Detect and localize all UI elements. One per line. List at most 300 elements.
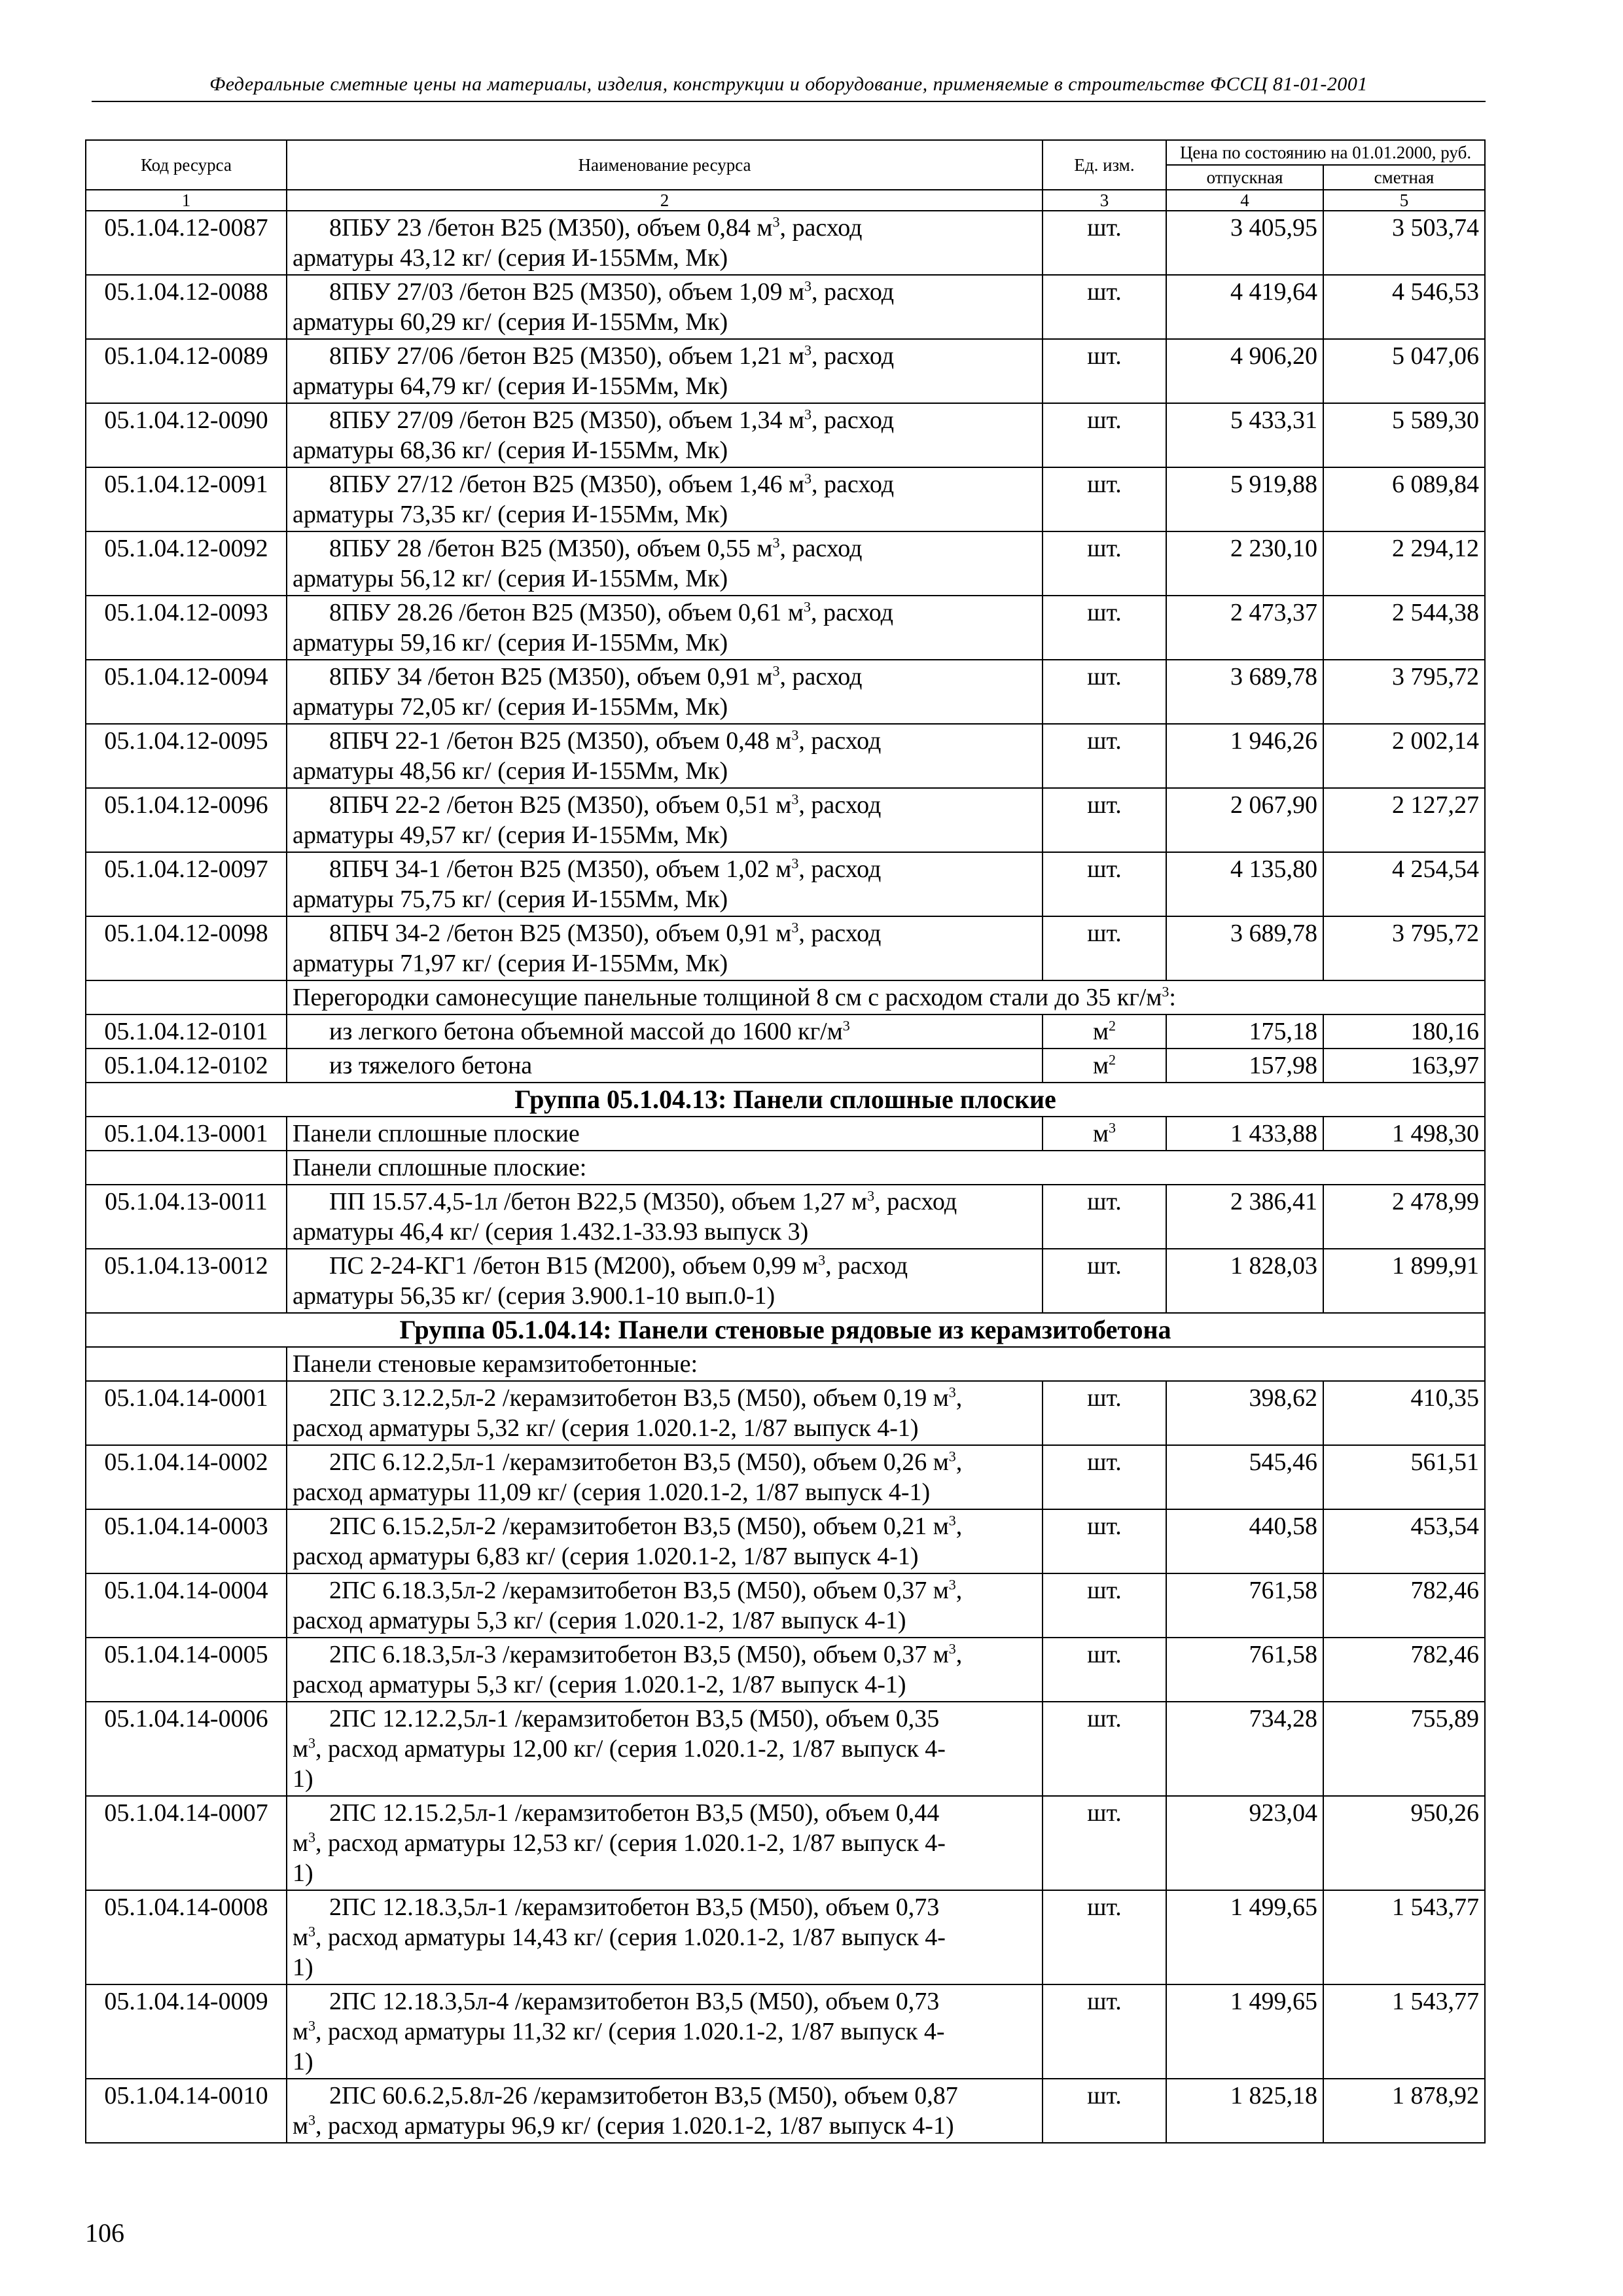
unit-text: шт. [1087,1893,1122,1921]
table-row [86,1117,1485,1151]
name-line: из легкого бетона объемной массой до 1600 кг/м [329,1018,843,1045]
resource-name [287,660,1043,724]
estimate-price: 3 503,74 [1323,211,1485,275]
unit-cell [1043,1445,1166,1509]
name-line: расход арматуры 5,3 кг/ (серия 1.020.1-2, 1/87 выпуск 4-1) [293,1671,906,1698]
table-row [86,211,1485,275]
name-line: расход арматуры 11,09 кг/ (серия 1.020.1-2, 1/87 выпуск 4-1) [293,1479,931,1506]
name-line: 8ПБУ 28 /бетон В25 (М350), объем 0,55 м [329,535,773,562]
name-line: арматуры 68,36 кг/ (серия И-155Мм, Мк) [293,437,728,464]
release-price: 3 405,95 [1166,211,1323,275]
estimate-price: 755,89 [1323,1702,1485,1796]
resource-name [287,2079,1043,2143]
name-line: 2ПС 12.12.2,5л-1 /керамзитобетон В3,5 (М50), объем 0,35 [329,1705,940,1732]
release-price: 157,98 [1166,1049,1323,1083]
table-row [86,275,1485,339]
resource-name [287,1185,1043,1249]
unit-text: м [1092,1052,1109,1079]
estimate-price: 950,26 [1323,1796,1485,1890]
resource-code: 05.1.04.14-0001 [86,1381,287,1445]
release-price: 3 689,78 [1166,916,1323,980]
resource-name [287,1573,1043,1638]
table-row [86,1984,1485,2079]
release-price: 398,62 [1166,1381,1323,1445]
name-line: арматуры 73,35 кг/ (серия И-155Мм, Мк) [293,501,728,528]
resource-code: 05.1.04.12-0089 [86,339,287,403]
unit-cell [1043,1049,1166,1083]
superscript-3: 3 [1109,1119,1116,1136]
unit-text: м [1092,1120,1109,1147]
code-cell [86,1347,287,1381]
release-price: 4 135,80 [1166,852,1323,916]
resource-code: 05.1.04.12-0091 [86,467,287,531]
name-line: , расход [812,471,895,498]
name-line: 8ПБЧ 22-1 /бетон В25 (М350), объем 0,48 м [329,727,792,755]
table-row [86,1890,1485,1984]
unit-text: шт. [1087,214,1122,242]
unit-cell [1043,660,1166,724]
superscript-3: 3 [804,342,812,359]
name-line: арматуры 64,79 кг/ (серия И-155Мм, Мк) [293,372,728,400]
table-row [86,1313,1485,1347]
unit-text: шт. [1087,2082,1122,2109]
release-price: 1 828,03 [1166,1249,1323,1313]
release-price: 734,28 [1166,1702,1323,1796]
name-line: 2ПС 6.18.3,5л-3 /керамзитобетон В3,5 (М50), объем 0,37 м [329,1641,949,1668]
superscript-3: 3 [772,213,780,230]
superscript-3: 3 [804,406,812,423]
table-row [86,339,1485,403]
table-body [86,211,1485,2143]
resource-code: 05.1.04.14-0010 [86,2079,287,2143]
name-line: ПП 15.57.4,5-1л /бетон В22,5 (М350), объем 1,27 м [329,1188,868,1215]
resource-name [287,275,1043,339]
unit-cell [1043,1185,1166,1249]
resource-name [287,1638,1043,1702]
release-price: 2 067,90 [1166,788,1323,852]
col-number: 1 [86,190,287,211]
name-line: расход арматуры 5,3 кг/ (серия 1.020.1-2, 1/87 выпуск 4-1) [293,1607,906,1634]
superscript-3: 3 [803,598,811,615]
unit-cell [1043,1573,1166,1638]
subheading [287,1347,1485,1381]
estimate-price: 5 589,30 [1323,403,1485,467]
name-line: Панели сплошные плоские [293,1120,580,1147]
superscript-3: 3 [308,1923,316,1940]
name-line: м [293,1735,309,1763]
code-cell [86,980,287,1014]
resource-code: 05.1.04.14-0008 [86,1890,287,1984]
name-line: м [293,1924,309,1951]
name-line: , расход [825,1252,908,1280]
table-row [86,1638,1485,1702]
resource-name [287,339,1043,403]
name-line: 2ПС 6.12.2,5л-1 /керамзитобетон В3,5 (М50), объем 0,26 м [329,1448,949,1476]
superscript-3: 3 [791,919,799,936]
resource-code: 05.1.04.14-0009 [86,1984,287,2079]
name-line: арматуры 56,35 кг/ (серия 3.900.1-10 вып.0-1) [293,1282,776,1310]
subheading [287,1151,1485,1185]
name-line: , [955,1641,963,1668]
unit-cell [1043,467,1166,531]
name-line: , расход [812,406,895,434]
unit-text: шт. [1087,663,1122,691]
header-estimate-price: сметная [1323,165,1485,190]
col-number: 5 [1323,190,1485,211]
resource-code: 05.1.04.12-0095 [86,724,287,788]
resource-code: 05.1.04.12-0097 [86,852,287,916]
name-line: м [293,2018,309,2045]
unit-cell [1043,916,1166,980]
name-line: , расход [798,791,882,819]
unit-cell [1043,788,1166,852]
release-price: 1 825,18 [1166,2079,1323,2143]
name-line: 8ПБУ 28.26 /бетон В25 (М350), объем 0,61 м [329,599,804,626]
release-price: 3 689,78 [1166,660,1323,724]
name-line: 2ПС 3.12.2,5л-2 /керамзитобетон В3,5 (М50), объем 0,19 м [329,1384,949,1412]
name-line: , расход арматуры 96,9 кг/ (серия 1.020.1-2, 1/87 выпуск 4-1) [315,2112,954,2140]
superscript-2: 2 [1109,1017,1116,1034]
name-line: , [955,1448,963,1476]
table-row [86,916,1485,980]
superscript-3: 3 [818,1251,826,1268]
unit-text: шт. [1087,1799,1122,1827]
estimate-price: 782,46 [1323,1573,1485,1638]
name-line: , [955,1384,963,1412]
name-line: , расход [798,727,882,755]
unit-cell [1043,2079,1166,2143]
table-row [86,403,1485,467]
superscript-3: 3 [308,2017,316,2034]
name-line: , [955,1577,963,1604]
release-price: 4 419,64 [1166,275,1323,339]
resource-name [287,1014,1043,1049]
unit-cell [1043,211,1166,275]
unit-cell [1043,1509,1166,1573]
name-line: м [293,1829,309,1857]
name-line: из тяжелого бетона [329,1052,533,1079]
unit-text: шт. [1087,342,1122,370]
name-line: м [293,2112,309,2140]
unit-text: шт. [1087,1188,1122,1215]
unit-cell [1043,852,1166,916]
table-row [86,1796,1485,1890]
table-row [86,1185,1485,1249]
name-line: арматуры 49,57 кг/ (серия И-155Мм, Мк) [293,821,728,849]
unit-text: шт. [1087,599,1122,626]
superscript-3: 3 [308,2111,316,2128]
table-row [86,1445,1485,1509]
unit-cell [1043,1249,1166,1313]
name-line: , расход [798,855,882,883]
table-row [86,1249,1485,1313]
name-line: 8ПБУ 23 /бетон В25 (М350), объем 0,84 м [329,214,773,242]
unit-text: шт. [1087,920,1122,947]
resource-name [287,211,1043,275]
name-line: 8ПБУ 27/03 /бетон В25 (М350), объем 1,09 м [329,278,805,306]
superscript-3: 3 [842,1017,850,1034]
unit-cell [1043,531,1166,596]
superscript-3: 3 [791,855,799,872]
resource-code: 05.1.04.14-0007 [86,1796,287,1890]
table-row [86,596,1485,660]
name-line: 2ПС 6.15.2,5л-2 /керамзитобетон В3,5 (М50), объем 0,21 м [329,1513,949,1540]
table-row [86,2079,1485,2143]
resource-name [287,724,1043,788]
table-row [86,1014,1485,1049]
release-price: 1 499,65 [1166,1890,1323,1984]
unit-cell [1043,1381,1166,1445]
estimate-price: 6 089,84 [1323,467,1485,531]
name-line: 2ПС 60.6.2,5.8л-26 /керамзитобетон В3,5 (М50), объем 0,87 [329,2082,958,2109]
unit-text: шт. [1087,1641,1122,1668]
release-price: 5 919,88 [1166,467,1323,531]
resource-name [287,403,1043,467]
estimate-price: 2 478,99 [1323,1185,1485,1249]
col-number: 2 [287,190,1043,211]
name-line: 2ПС 6.18.3,5л-2 /керамзитобетон В3,5 (М50), объем 0,37 м [329,1577,949,1604]
release-price: 4 906,20 [1166,339,1323,403]
running-header: Федеральные сметные цены на материалы, изделия, конструкции и оборудование, применяемые в строительстве ФССЦ 81-01-2001 [92,73,1486,102]
name-line: , расход [812,342,895,370]
name-line: , расход арматуры 12,00 кг/ (серия 1.020.1-2, 1/87 выпуск 4- [315,1735,946,1763]
unit-text: шт. [1087,1384,1122,1412]
subheading-text: : [1169,984,1176,1011]
release-price: 923,04 [1166,1796,1323,1890]
unit-cell [1043,1702,1166,1796]
name-line: арматуры 56,12 кг/ (серия И-155Мм, Мк) [293,565,728,592]
unit-cell [1043,1014,1166,1049]
resource-name [287,916,1043,980]
header-name: Наименование ресурса [287,140,1043,190]
release-price: 545,46 [1166,1445,1323,1509]
table-row [86,1151,1485,1185]
resource-code: 05.1.04.12-0087 [86,211,287,275]
superscript-3: 3 [804,278,812,295]
unit-text: шт. [1087,1448,1122,1476]
resource-code: 05.1.04.14-0005 [86,1638,287,1702]
name-line: , расход [874,1188,957,1215]
release-price: 1 499,65 [1166,1984,1323,2079]
name-line: 1) [293,1954,313,1981]
name-line: 2ПС 12.15.2,5л-1 /керамзитобетон В3,5 (М50), объем 0,44 [329,1799,940,1827]
table-row [86,467,1485,531]
unit-cell [1043,403,1166,467]
resource-code: 05.1.04.12-0101 [86,1014,287,1049]
col-number: 4 [1166,190,1323,211]
estimate-price: 1 498,30 [1323,1117,1485,1151]
unit-text: шт. [1087,1577,1122,1604]
table-row [86,852,1485,916]
estimate-price: 782,46 [1323,1638,1485,1702]
name-line: арматуры 48,56 кг/ (серия И-155Мм, Мк) [293,757,728,785]
release-price: 2 473,37 [1166,596,1323,660]
resource-code: 05.1.04.12-0098 [86,916,287,980]
resource-code: 05.1.04.12-0092 [86,531,287,596]
header-unit: Ед. изм. [1043,140,1166,190]
table-row [86,531,1485,596]
header-price: Цена по состоянию на 01.01.2000, руб. [1166,140,1485,165]
name-line: , расход [798,920,882,947]
name-line: , расход [810,599,893,626]
name-line: арматуры 59,16 кг/ (серия И-155Мм, Мк) [293,629,728,656]
superscript-3: 3 [791,726,799,744]
name-line: арматуры 75,75 кг/ (серия И-155Мм, Мк) [293,886,728,913]
estimate-price: 3 795,72 [1323,916,1485,980]
unit-text: шт. [1087,855,1122,883]
release-price: 2 386,41 [1166,1185,1323,1249]
name-line: ПС 2-24-КГ1 /бетон В15 (М200), объем 0,99 м [329,1252,819,1280]
superscript-3: 3 [308,1829,316,1846]
unit-cell [1043,1984,1166,2079]
resource-code: 05.1.04.12-0102 [86,1049,287,1083]
release-price: 175,18 [1166,1014,1323,1049]
name-line: , расход [779,214,863,242]
superscript-3: 3 [1162,983,1169,1000]
group-title: Группа 05.1.04.13: Панели сплошные плоские [86,1083,1485,1117]
table-row [86,660,1485,724]
superscript-3: 3 [948,1448,956,1465]
superscript-3: 3 [308,1734,316,1751]
name-line: 2ПС 12.18.3,5л-4 /керамзитобетон В3,5 (М50), объем 0,73 [329,1988,940,2015]
resource-name [287,1509,1043,1573]
estimate-price: 3 795,72 [1323,660,1485,724]
resource-name [287,1249,1043,1313]
unit-cell [1043,1638,1166,1702]
name-line: 1) [293,2048,313,2075]
estimate-price: 4 254,54 [1323,852,1485,916]
release-price: 1 946,26 [1166,724,1323,788]
name-line: 8ПБЧ 34-1 /бетон В25 (М350), объем 1,02 м [329,855,792,883]
name-line: арматуры 43,12 кг/ (серия И-155Мм, Мк) [293,244,728,272]
superscript-3: 3 [948,1576,956,1593]
superscript-3: 3 [948,1640,956,1657]
resource-name [287,1890,1043,1984]
unit-text: шт. [1087,1252,1122,1280]
name-line: расход арматуры 5,32 кг/ (серия 1.020.1-2, 1/87 выпуск 4-1) [293,1414,919,1442]
superscript-3: 3 [948,1384,956,1401]
superscript-3: 3 [948,1512,956,1529]
name-line: расход арматуры 6,83 кг/ (серия 1.020.1-2, 1/87 выпуск 4-1) [293,1543,919,1570]
name-line: арматуры 46,4 кг/ (серия 1.432.1-33.93 выпуск 3) [293,1218,809,1246]
estimate-price: 1 543,77 [1323,1984,1485,2079]
table-row [86,788,1485,852]
estimate-price: 453,54 [1323,1509,1485,1573]
resource-name [287,596,1043,660]
unit-text: шт. [1087,1705,1122,1732]
table-row [86,1347,1485,1381]
subheading-text: Панели сплошные плоские: [293,1154,587,1181]
name-line: 8ПБЧ 22-2 /бетон В25 (М350), объем 0,51 м [329,791,792,819]
subheading [287,980,1485,1014]
name-line: арматуры 60,29 кг/ (серия И-155Мм, Мк) [293,308,728,336]
superscript-3: 3 [867,1187,875,1204]
release-price: 440,58 [1166,1509,1323,1573]
unit-text: шт. [1087,535,1122,562]
table-row [86,1083,1485,1117]
superscript-3: 3 [772,534,780,551]
unit-cell [1043,724,1166,788]
unit-text: шт. [1087,406,1122,434]
unit-text: шт. [1087,791,1122,819]
resource-code: 05.1.04.13-0001 [86,1117,287,1151]
resource-code: 05.1.04.12-0090 [86,403,287,467]
name-line: 2ПС 12.18.3,5л-1 /керамзитобетон В3,5 (М50), объем 0,73 [329,1893,940,1921]
header-release-price: отпускная [1166,165,1323,190]
name-line: арматуры 72,05 кг/ (серия И-155Мм, Мк) [293,693,728,721]
name-line: 8ПБЧ 34-2 /бетон В25 (М350), объем 0,91 м [329,920,792,947]
resource-name [287,1702,1043,1796]
name-line: , расход [812,278,895,306]
resource-code: 05.1.04.14-0003 [86,1509,287,1573]
name-line: , [955,1513,963,1540]
release-price: 761,58 [1166,1573,1323,1638]
estimate-price: 5 047,06 [1323,339,1485,403]
superscript-3: 3 [791,791,799,808]
estimate-price: 180,16 [1323,1014,1485,1049]
name-line: 8ПБУ 27/12 /бетон В25 (М350), объем 1,46 м [329,471,805,498]
estimate-price: 163,97 [1323,1049,1485,1083]
resource-name [287,1049,1043,1083]
resource-name [287,1117,1043,1151]
subheading-text: Панели стеновые керамзитобетонные: [293,1350,698,1378]
name-line: 1) [293,1859,313,1887]
superscript-3: 3 [804,470,812,487]
unit-cell [1043,596,1166,660]
unit-text: шт. [1087,471,1122,498]
table-row [86,1509,1485,1573]
release-price: 1 433,88 [1166,1117,1323,1151]
resource-name [287,467,1043,531]
name-line: 8ПБУ 27/06 /бетон В25 (М350), объем 1,21 м [329,342,805,370]
name-line: 8ПБУ 34 /бетон В25 (М350), объем 0,91 м [329,663,773,691]
subheading-text: Перегородки самонесущие панельные толщиной 8 см с расходом стали до 35 кг/м [293,984,1162,1011]
superscript-3: 3 [772,662,780,679]
price-table [85,139,1486,2144]
name-line: , расход арматуры 14,43 кг/ (серия 1.020.1-2, 1/87 выпуск 4- [315,1924,946,1951]
table-row [86,1573,1485,1638]
col-number: 3 [1043,190,1166,211]
resource-code: 05.1.04.13-0012 [86,1249,287,1313]
superscript-2: 2 [1109,1051,1116,1068]
resource-name [287,1445,1043,1509]
unit-text: шт. [1087,727,1122,755]
table-row [86,1381,1485,1445]
unit-text: м [1092,1018,1109,1045]
resource-name [287,788,1043,852]
unit-cell [1043,1117,1166,1151]
resource-code: 05.1.04.12-0088 [86,275,287,339]
estimate-price: 1 899,91 [1323,1249,1485,1313]
estimate-price: 1 878,92 [1323,2079,1485,2143]
table-row [86,1702,1485,1796]
estimate-price: 4 546,53 [1323,275,1485,339]
name-line: , расход [779,535,863,562]
resource-code: 05.1.04.12-0096 [86,788,287,852]
unit-cell [1043,339,1166,403]
unit-text: шт. [1087,278,1122,306]
resource-name [287,1381,1043,1445]
header-code: Код ресурса [86,140,287,190]
group-title: Группа 05.1.04.14: Панели стеновые рядовые из керамзитобетона [86,1313,1485,1347]
table-row [86,1049,1485,1083]
name-line: , расход арматуры 12,53 кг/ (серия 1.020.1-2, 1/87 выпуск 4- [315,1829,946,1857]
estimate-price: 1 543,77 [1323,1890,1485,1984]
name-line: , расход арматуры 11,32 кг/ (серия 1.020.1-2, 1/87 выпуск 4- [315,2018,945,2045]
estimate-price: 410,35 [1323,1381,1485,1445]
release-price: 761,58 [1166,1638,1323,1702]
page-number: 106 [85,2218,124,2248]
